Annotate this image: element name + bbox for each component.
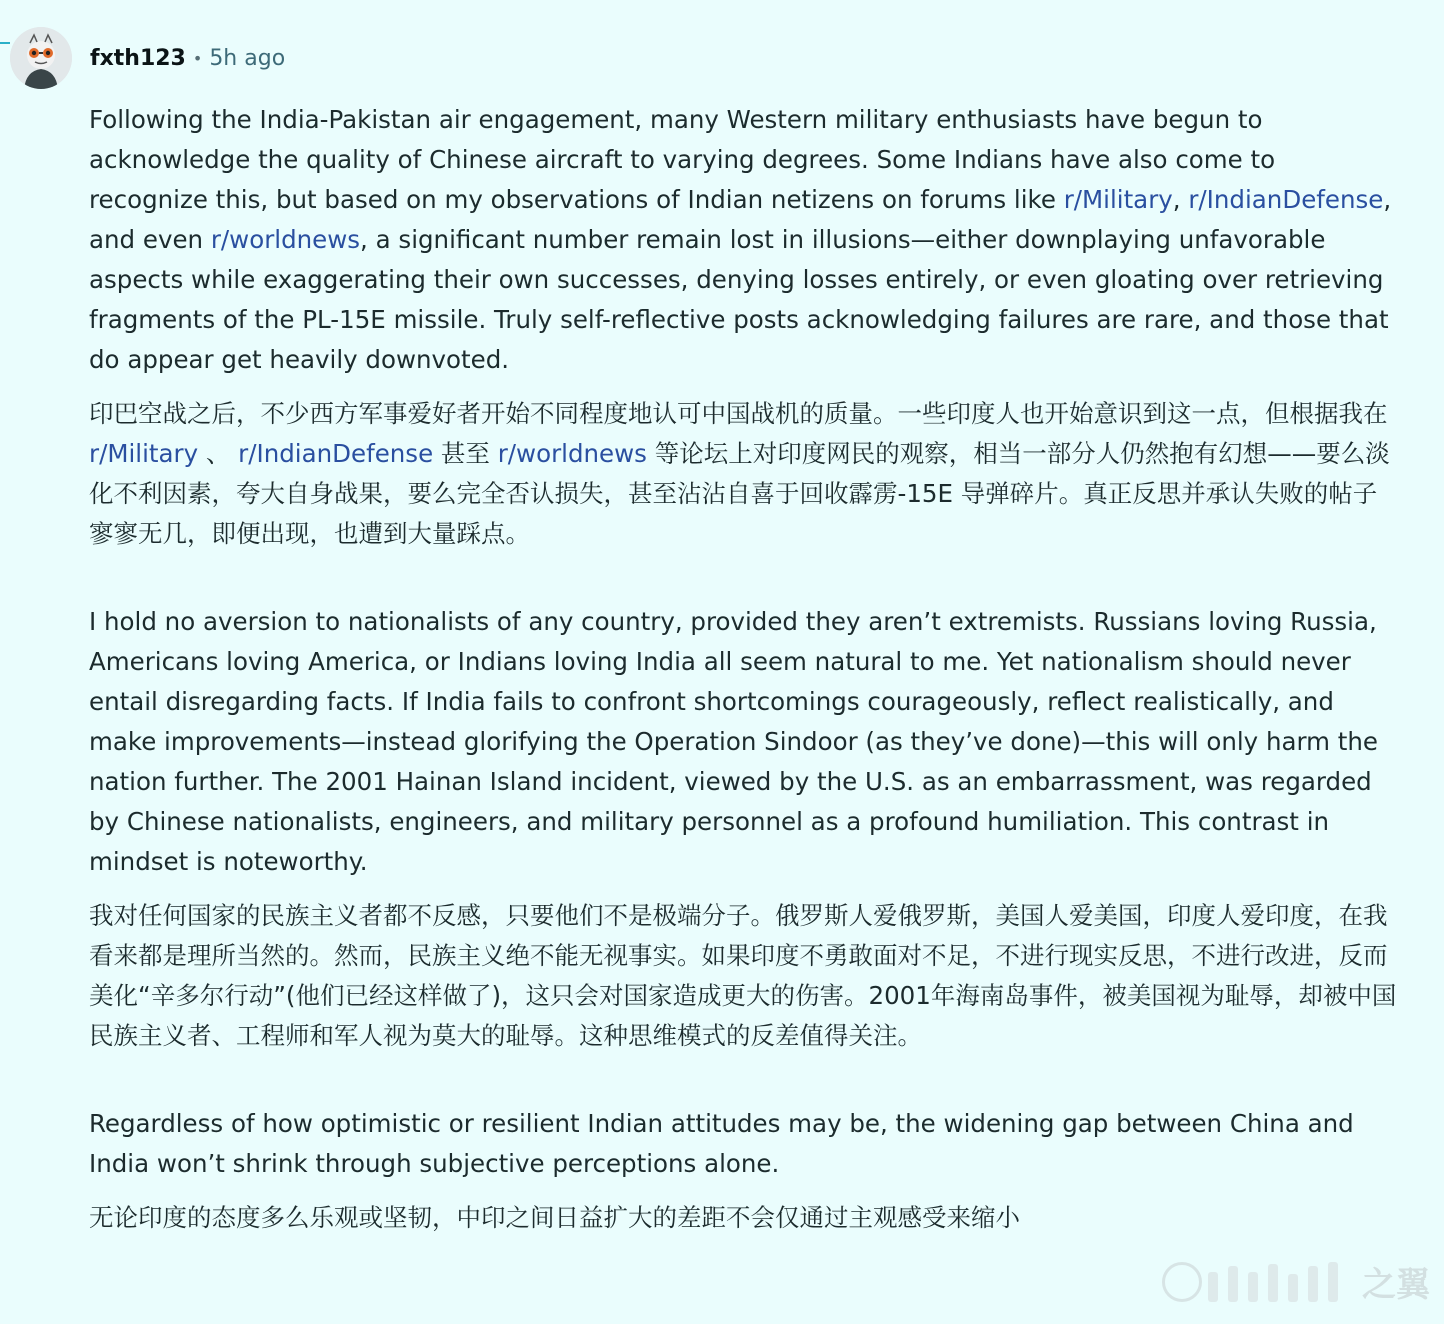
watermark-text: 之翼 (1362, 1265, 1430, 1305)
paragraph-gap (89, 1056, 1399, 1104)
paragraph-2-zh: 我对任何国家的民族主义者都不反感，只要他们不是极端分子。俄罗斯人爱俄罗斯，美国人爱美国，印度人爱印度，在我看来都是理所当然的。然而，民族主义绝不能无视事实。如果印度不勇敢面对不足，不进行现实反思，不进行改进，反而美化“辛多尔行动”(他们已经这样做了)，这只会对国家造成更大的伤害。2001年海南岛事件，被美国视为耻辱，却被中国民族主义者、工程师和军人视为莫大的耻辱。这种思维模式的反差值得关注。 (89, 901, 1397, 1050)
username[interactable]: fxth123 (90, 45, 186, 71)
paragraph-3-en: Regardless of how optimistic or resilient Indian attitudes may be, the widening gap between China and India won’t shrink through subjective perceptions alone. (89, 1109, 1354, 1178)
subreddit-link-military-zh[interactable]: r/Military (89, 439, 199, 468)
avatar[interactable] (10, 27, 72, 89)
subreddit-link-military[interactable]: r/Military (1063, 185, 1173, 214)
watermark (1162, 1257, 1430, 1306)
paragraph-2-en: I hold no aversion to nationalists of any country, provided they aren’t extremists. Russians loving Russia, Americans loving America, or Indians loving India all seem natural to me. Yet nationalism should never entail disregarding facts. If India fails to confront shortcomings courageously, reflect realistically, and make improvements—instead glorifying the Operation Sindoor (as they’ve done)—this will only harm the nation further. The 2001 Hainan Island incident, viewed by the U.S. as an embarrassment, was regarded by Chinese nationalists, engineers, and military personnel as a profound humiliation. This contrast in mindset is noteworthy. (89, 607, 1379, 876)
subreddit-link-indiandefense-zh[interactable]: r/IndianDefense (238, 439, 434, 468)
subreddit-link-worldnews[interactable]: r/worldnews (210, 225, 361, 254)
subreddit-link-worldnews-zh[interactable]: r/worldnews (497, 439, 647, 468)
timestamp[interactable]: 5h ago (209, 45, 286, 71)
paragraph-1-zh: 印巴空战之后，不少西方军事爱好者开始不同程度地认可中国战机的质量。一些印度人也开始意识到这一点，但根据我在 r/Military 、 r/IndianDefense 甚至 r/worldnews 等论坛上对印度网民的观察，相当一部分人仍然抱有幻想——要么淡化不利因素，夸大自身战果，要么完全否认损失，甚至沾沾自喜于回收霹雳-15E 导弹碎片。真正反思并承认失败的帖子寥寥无几，即便出现，也遭到大量踩点。 (89, 399, 1390, 548)
comment-header (10, 26, 285, 90)
paragraph-gap (89, 554, 1399, 602)
watermark-bars-icon (1208, 1262, 1348, 1302)
avatar-icon (10, 27, 72, 89)
watermark-logo-icon (1162, 1262, 1202, 1302)
subreddit-link-indiandefense[interactable]: r/IndianDefense (1188, 185, 1384, 214)
paragraph-3-zh: 无论印度的态度多么乐观或坚韧，中印之间日益扩大的差距不会仅通过主观感受来缩小 (89, 1203, 1020, 1232)
paragraph-1-en: Following the India-Pakistan air engagement, many Western military enthusiasts have begun to acknowledge the quality of Chinese aircraft to varying degrees. Some Indians have also come to recognize this, but based on my observations of Indian netizens on forums like r/Military, r/IndianDefense, and even r/worldnews, a significant number remain lost in illusions—either downplaying unfavorable aspects while exaggerating their own successes, denying losses entirely, or even gloating over retrieving fragments of the PL-15E missile. Truly self-reflective posts acknowledging failures are rare, and those that do appear get heavily downvoted. (89, 105, 1392, 374)
comment-body (89, 100, 1399, 1238)
meta-separator: • (192, 48, 203, 68)
